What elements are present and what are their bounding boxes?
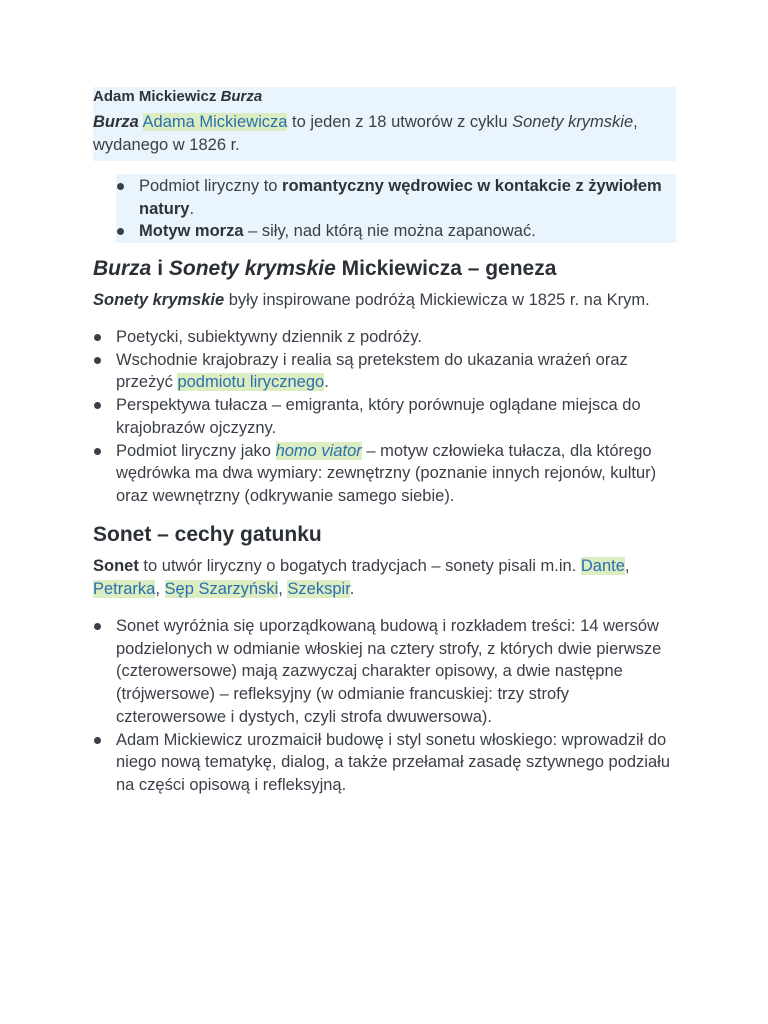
heading-part: Sonety krymskie	[168, 257, 336, 280]
list-item	[70, 349, 676, 394]
link-sep-szarzynski[interactable]: Sęp Szarzyński	[164, 579, 279, 598]
list-item-text: .	[324, 373, 329, 392]
list-item	[116, 175, 676, 220]
list-item	[116, 220, 676, 243]
list-item-text: Wschodnie krajobrazy i realia są pretekstem do ukazania wrażeń oraz przeżyć	[116, 350, 628, 392]
key-point-bold: romantyczny wędrowiec w kontakcie z żywiołem natury	[139, 177, 662, 218]
separator: ,	[278, 579, 288, 598]
list-item	[70, 394, 676, 439]
key-point-text: .	[189, 199, 195, 218]
list-item	[70, 440, 676, 508]
intro-box	[93, 87, 676, 161]
lead-end: , wydanego w 1826 r.	[93, 113, 638, 154]
work-title: Burza	[220, 88, 263, 105]
paragraph-text: były inspirowane podróżą Mickiewicza w 1825 r. na Krym.	[224, 291, 650, 309]
link-petrarka[interactable]: Petrarka	[93, 579, 156, 598]
geneza-paragraph	[93, 289, 676, 312]
list-item-text: Sonet wyróżnia się uporządkowaną budową i rozkładem treści: 14 wersów podzielonych w odmianie włoskiej na cztery strofy, z których dwie pierwsze (czterowersowe) mają zazwyczaj charakter opisowy, a dwie następne (trójwersowe) – refleksyjny (w odmianie francuskiej: trzy strofy czterowersowe i dystych, czyli strofa dwuwersowa).	[116, 617, 662, 726]
paragraph-bold: Sonet	[93, 557, 139, 575]
list-item	[70, 615, 676, 729]
key-point-bold: Motyw morza	[139, 222, 244, 241]
list-item-text: Poetycki, subiektywny dziennik z podróży.	[116, 328, 422, 346]
heading-part: i	[151, 257, 169, 280]
intro-lead	[93, 111, 663, 156]
separator: ,	[155, 579, 165, 598]
key-point-text: Podmiot liryczny to	[139, 177, 283, 195]
list-item-text: Podmiot liryczny jako	[116, 441, 276, 460]
geneza-list	[93, 326, 676, 508]
key-points-list	[116, 175, 676, 243]
list-item-text: Perspektywa tułacza – emigranta, który porównuje oglądane miejsca do krajobrazów ojczyzny.	[116, 396, 641, 437]
paragraph-end: .	[349, 579, 355, 598]
key-points-box	[116, 174, 676, 243]
list-item-text: Adam Mickiewicz urozmaicił budowę i styl sonetu włoskiego: wprowadził do niego nową tematykę, dialog, a także przełamał zasadę sztywnego podziału na części opisową i refleksyjną.	[116, 730, 670, 794]
lead-work: Burza	[93, 113, 139, 131]
section-heading-sonet: Sonet – cechy gatunku	[93, 523, 322, 546]
paragraph-bold: Sonety krymskie	[93, 291, 225, 309]
lead-mid: to jeden z 18 utworów z cyklu	[287, 113, 513, 131]
sonet-paragraph	[93, 555, 676, 600]
separator: ,	[624, 557, 630, 575]
list-item	[70, 326, 676, 349]
key-point-text: – siły, nad którą nie można zapanować.	[243, 222, 536, 241]
link-podmiot-liryczny[interactable]: podmiotu lirycznego	[177, 373, 325, 392]
list-item	[70, 729, 676, 797]
intro-title	[93, 87, 676, 107]
lead-cycle: Sonety krymskie	[512, 113, 634, 131]
link-adam-mickiewicz[interactable]: Adama Mickiewicza	[142, 113, 288, 131]
heading-part: Mickiewicza – geneza	[335, 257, 557, 280]
link-dante[interactable]: Dante	[580, 557, 625, 575]
list-item-text: – motyw człowieka tułacza, dla którego wędrówka ma dwa wymiary: zewnętrzny (poznanie innych rejonów, kultur) oraz wewnętrzny (odkrywanie samego siebie).	[116, 441, 657, 505]
author-name: Adam Mickiewicz	[93, 88, 217, 105]
section-heading-geneza	[93, 256, 556, 282]
heading-part: Burza	[93, 257, 152, 280]
link-szekspir[interactable]: Szekspir	[287, 579, 350, 598]
sonet-list	[93, 615, 676, 797]
paragraph-text: to utwór liryczny o bogatych tradycjach – sonety pisali m.in.	[138, 557, 581, 575]
link-homo-viator[interactable]: homo viator	[275, 441, 362, 460]
